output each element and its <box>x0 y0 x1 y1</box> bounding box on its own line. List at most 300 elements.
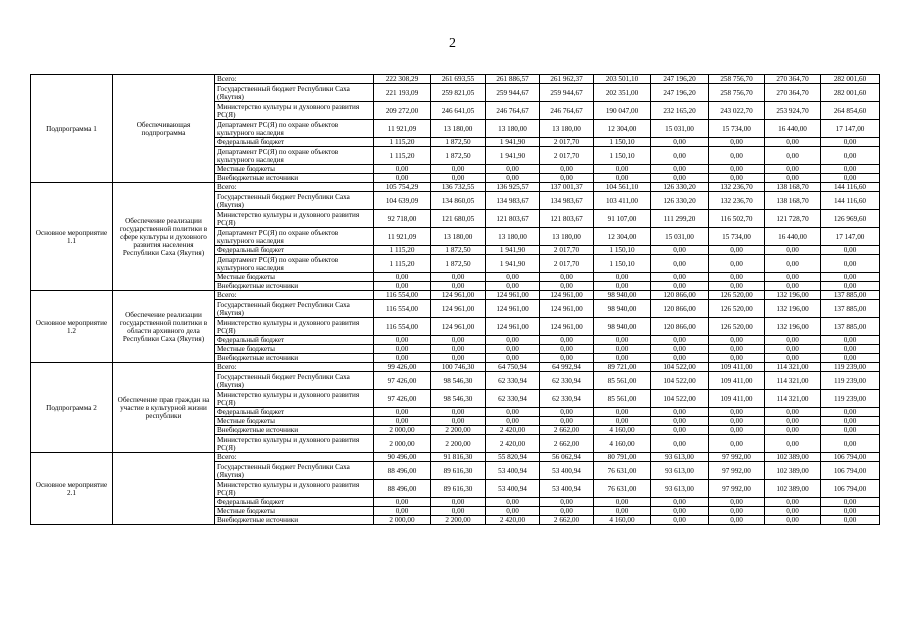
amount-cell: 0,00 <box>821 507 880 516</box>
amount-cell: 56 062,94 <box>540 453 594 462</box>
funding-source: Местные бюджеты <box>215 417 374 426</box>
amount-cell: 11 921,09 <box>374 120 431 138</box>
amount-cell: 144 116,60 <box>821 183 880 192</box>
amount-cell: 62 330,94 <box>486 390 540 408</box>
amount-cell: 105 754,29 <box>374 183 431 192</box>
funding-source: Местные бюджеты <box>215 507 374 516</box>
amount-cell: 104 561,10 <box>594 183 651 192</box>
amount-cell: 0,00 <box>374 417 431 426</box>
amount-cell: 106 794,00 <box>821 462 880 480</box>
amount-cell: 0,00 <box>431 174 486 183</box>
amount-cell: 0,00 <box>709 174 765 183</box>
program-name: Основное мероприятие 1.1 <box>31 183 113 291</box>
amount-cell: 91 816,30 <box>431 453 486 462</box>
amount-cell: 0,00 <box>651 417 709 426</box>
program-name: Основное мероприятие 1.2 <box>31 291 113 363</box>
amount-cell: 203 501,10 <box>594 75 651 84</box>
amount-cell: 1 150,10 <box>594 147 651 165</box>
amount-cell: 0,00 <box>374 345 431 354</box>
amount-cell: 0,00 <box>374 282 431 291</box>
amount-cell: 0,00 <box>431 507 486 516</box>
amount-cell: 0,00 <box>821 273 880 282</box>
amount-cell: 53 400,94 <box>486 480 540 498</box>
funding-source: Государственный бюджет Республики Саха (Якутия) <box>215 372 374 390</box>
amount-cell: 97 992,00 <box>709 453 765 462</box>
amount-cell: 2 000,00 <box>374 435 431 453</box>
funding-source: Местные бюджеты <box>215 165 374 174</box>
amount-cell: 13 180,00 <box>540 120 594 138</box>
amount-cell: 0,00 <box>821 165 880 174</box>
program-description: Обеспечивающая подпрограмма <box>113 75 215 183</box>
amount-cell: 0,00 <box>651 174 709 183</box>
amount-cell: 1 115,20 <box>374 147 431 165</box>
table-row <box>31 291 880 300</box>
amount-cell: 126 520,00 <box>709 291 765 300</box>
amount-cell: 0,00 <box>709 147 765 165</box>
amount-cell: 88 496,00 <box>374 480 431 498</box>
amount-cell: 0,00 <box>594 498 651 507</box>
amount-cell: 0,00 <box>651 507 709 516</box>
amount-cell: 0,00 <box>486 336 540 345</box>
amount-cell: 116 554,00 <box>374 318 431 336</box>
amount-cell: 0,00 <box>821 426 880 435</box>
amount-cell: 246 641,05 <box>431 102 486 120</box>
funding-source: Министерство культуры и духовного развития РС(Я) <box>215 435 374 453</box>
amount-cell: 0,00 <box>594 165 651 174</box>
budget-table <box>30 74 880 525</box>
amount-cell: 15 031,00 <box>651 228 709 246</box>
amount-cell: 0,00 <box>374 498 431 507</box>
amount-cell: 62 330,94 <box>486 372 540 390</box>
amount-cell: 0,00 <box>821 516 880 525</box>
program-description: Обеспечение прав граждан на участие в культурной жизни республики <box>113 363 215 453</box>
amount-cell: 0,00 <box>594 408 651 417</box>
amount-cell: 16 440,00 <box>765 228 821 246</box>
amount-cell: 259 944,67 <box>486 84 540 102</box>
funding-source: Государственный бюджет Республики Саха (Якутия) <box>215 84 374 102</box>
program-name: Подпрограмма 1 <box>31 75 113 183</box>
amount-cell: 0,00 <box>374 354 431 363</box>
amount-cell: 0,00 <box>709 336 765 345</box>
amount-cell: 2 420,00 <box>486 516 540 525</box>
amount-cell: 0,00 <box>821 336 880 345</box>
amount-cell: 109 411,00 <box>709 390 765 408</box>
amount-cell: 0,00 <box>651 246 709 255</box>
amount-cell: 132 196,00 <box>765 300 821 318</box>
funding-source: Министерство культуры и духовного развития РС(Я) <box>215 318 374 336</box>
amount-cell: 1 115,20 <box>374 255 431 273</box>
amount-cell: 121 803,67 <box>486 210 540 228</box>
amount-cell: 0,00 <box>709 255 765 273</box>
amount-cell: 12 304,00 <box>594 228 651 246</box>
amount-cell: 0,00 <box>709 345 765 354</box>
amount-cell: 0,00 <box>651 426 709 435</box>
amount-cell: 116 554,00 <box>374 300 431 318</box>
funding-source: Департамент РС(Я) по охране объектов культурного наследия <box>215 120 374 138</box>
amount-cell: 1 941,90 <box>486 147 540 165</box>
amount-cell: 126 330,20 <box>651 183 709 192</box>
amount-cell: 2 662,00 <box>540 516 594 525</box>
amount-cell: 0,00 <box>431 345 486 354</box>
amount-cell: 0,00 <box>594 354 651 363</box>
funding-source: Федеральный бюджет <box>215 246 374 255</box>
amount-cell: 0,00 <box>765 147 821 165</box>
amount-cell: 0,00 <box>821 147 880 165</box>
amount-cell: 222 308,29 <box>374 75 431 84</box>
amount-cell: 104 639,09 <box>374 192 431 210</box>
amount-cell: 243 022,70 <box>709 102 765 120</box>
amount-cell: 120 866,00 <box>651 318 709 336</box>
amount-cell: 2 017,70 <box>540 147 594 165</box>
amount-cell: 0,00 <box>431 498 486 507</box>
amount-cell: 137 885,00 <box>821 318 880 336</box>
amount-cell: 132 236,70 <box>709 192 765 210</box>
amount-cell: 0,00 <box>765 336 821 345</box>
amount-cell: 114 321,00 <box>765 372 821 390</box>
funding-source: Государственный бюджет Республики Саха (Якутия) <box>215 192 374 210</box>
amount-cell: 232 165,20 <box>651 102 709 120</box>
amount-cell: 0,00 <box>486 174 540 183</box>
amount-cell: 136 732,55 <box>431 183 486 192</box>
budget-table-body <box>31 75 880 525</box>
amount-cell: 0,00 <box>651 138 709 147</box>
amount-cell: 15 031,00 <box>651 120 709 138</box>
amount-cell: 0,00 <box>709 507 765 516</box>
amount-cell: 120 866,00 <box>651 300 709 318</box>
amount-cell: 1 872,50 <box>431 138 486 147</box>
amount-cell: 0,00 <box>821 255 880 273</box>
amount-cell: 1 115,20 <box>374 246 431 255</box>
amount-cell: 98 940,00 <box>594 300 651 318</box>
amount-cell: 121 728,70 <box>765 210 821 228</box>
funding-source: Всего: <box>215 453 374 462</box>
amount-cell: 97 426,00 <box>374 390 431 408</box>
amount-cell: 0,00 <box>374 408 431 417</box>
amount-cell: 0,00 <box>651 516 709 525</box>
amount-cell: 0,00 <box>540 507 594 516</box>
funding-source: Всего: <box>215 363 374 372</box>
amount-cell: 124 961,00 <box>431 291 486 300</box>
amount-cell: 0,00 <box>431 165 486 174</box>
amount-cell: 119 239,00 <box>821 390 880 408</box>
amount-cell: 264 854,60 <box>821 102 880 120</box>
amount-cell: 270 364,70 <box>765 75 821 84</box>
amount-cell: 0,00 <box>765 426 821 435</box>
amount-cell: 0,00 <box>821 417 880 426</box>
amount-cell: 126 520,00 <box>709 300 765 318</box>
amount-cell: 0,00 <box>765 138 821 147</box>
amount-cell: 11 921,09 <box>374 228 431 246</box>
amount-cell: 4 160,00 <box>594 516 651 525</box>
amount-cell: 0,00 <box>709 498 765 507</box>
amount-cell: 1 941,90 <box>486 246 540 255</box>
amount-cell: 0,00 <box>765 417 821 426</box>
amount-cell: 55 820,94 <box>486 453 540 462</box>
amount-cell: 0,00 <box>821 174 880 183</box>
amount-cell: 121 803,67 <box>540 210 594 228</box>
amount-cell: 102 389,00 <box>765 480 821 498</box>
amount-cell: 253 924,70 <box>765 102 821 120</box>
amount-cell: 0,00 <box>431 282 486 291</box>
amount-cell: 102 389,00 <box>765 453 821 462</box>
amount-cell: 0,00 <box>821 408 880 417</box>
amount-cell: 0,00 <box>374 165 431 174</box>
amount-cell: 0,00 <box>486 354 540 363</box>
amount-cell: 64 750,94 <box>486 363 540 372</box>
amount-cell: 0,00 <box>431 417 486 426</box>
amount-cell: 0,00 <box>594 273 651 282</box>
amount-cell: 221 193,09 <box>374 84 431 102</box>
amount-cell: 0,00 <box>540 498 594 507</box>
amount-cell: 0,00 <box>594 174 651 183</box>
amount-cell: 259 944,67 <box>540 84 594 102</box>
amount-cell: 0,00 <box>651 336 709 345</box>
program-description: Обеспечение реализации государственной политики в области архивного дела Республики Саха (Якутия) <box>113 291 215 363</box>
amount-cell: 124 961,00 <box>540 300 594 318</box>
funding-source: Департамент РС(Я) по охране объектов культурного наследия <box>215 147 374 165</box>
amount-cell: 2 017,70 <box>540 246 594 255</box>
amount-cell: 0,00 <box>821 246 880 255</box>
funding-source: Федеральный бюджет <box>215 408 374 417</box>
amount-cell: 76 631,00 <box>594 480 651 498</box>
amount-cell: 0,00 <box>709 516 765 525</box>
amount-cell: 1 150,10 <box>594 255 651 273</box>
amount-cell: 0,00 <box>765 246 821 255</box>
amount-cell: 0,00 <box>374 174 431 183</box>
program-description <box>113 453 215 525</box>
amount-cell: 0,00 <box>486 507 540 516</box>
amount-cell: 1 115,20 <box>374 138 431 147</box>
amount-cell: 2 662,00 <box>540 435 594 453</box>
amount-cell: 0,00 <box>765 498 821 507</box>
amount-cell: 138 168,70 <box>765 183 821 192</box>
amount-cell: 261 693,55 <box>431 75 486 84</box>
amount-cell: 0,00 <box>651 165 709 174</box>
amount-cell: 88 496,00 <box>374 462 431 480</box>
amount-cell: 0,00 <box>821 435 880 453</box>
amount-cell: 0,00 <box>594 507 651 516</box>
amount-cell: 116 502,70 <box>709 210 765 228</box>
funding-source: Местные бюджеты <box>215 273 374 282</box>
amount-cell: 104 522,00 <box>651 363 709 372</box>
amount-cell: 0,00 <box>709 408 765 417</box>
amount-cell: 190 047,00 <box>594 102 651 120</box>
amount-cell: 2 420,00 <box>486 426 540 435</box>
funding-source: Федеральный бюджет <box>215 336 374 345</box>
amount-cell: 121 680,05 <box>431 210 486 228</box>
amount-cell: 85 561,00 <box>594 390 651 408</box>
amount-cell: 0,00 <box>765 408 821 417</box>
amount-cell: 89 616,30 <box>431 462 486 480</box>
amount-cell: 0,00 <box>374 336 431 345</box>
amount-cell: 0,00 <box>594 336 651 345</box>
funding-source: Министерство культуры и духовного развития РС(Я) <box>215 210 374 228</box>
amount-cell: 132 196,00 <box>765 318 821 336</box>
amount-cell: 0,00 <box>540 345 594 354</box>
amount-cell: 97 992,00 <box>709 462 765 480</box>
amount-cell: 1 872,50 <box>431 147 486 165</box>
amount-cell: 0,00 <box>486 345 540 354</box>
funding-source: Всего: <box>215 291 374 300</box>
amount-cell: 0,00 <box>765 435 821 453</box>
amount-cell: 0,00 <box>765 282 821 291</box>
program-name: Подпрограмма 2 <box>31 363 113 453</box>
program-name: Основное мероприятие 2.1 <box>31 453 113 525</box>
amount-cell: 93 613,00 <box>651 480 709 498</box>
amount-cell: 16 440,00 <box>765 120 821 138</box>
amount-cell: 0,00 <box>709 354 765 363</box>
amount-cell: 98 940,00 <box>594 291 651 300</box>
amount-cell: 89 616,30 <box>431 480 486 498</box>
amount-cell: 15 734,00 <box>709 120 765 138</box>
amount-cell: 15 734,00 <box>709 228 765 246</box>
amount-cell: 0,00 <box>431 354 486 363</box>
funding-source: Министерство культуры и духовного развития РС(Я) <box>215 390 374 408</box>
funding-source: Внебюджетные источники <box>215 516 374 525</box>
amount-cell: 0,00 <box>709 435 765 453</box>
amount-cell: 100 746,30 <box>431 363 486 372</box>
amount-cell: 209 272,00 <box>374 102 431 120</box>
amount-cell: 109 411,00 <box>709 363 765 372</box>
amount-cell: 258 756,70 <box>709 84 765 102</box>
amount-cell: 62 330,94 <box>540 390 594 408</box>
amount-cell: 0,00 <box>651 147 709 165</box>
amount-cell: 137 001,37 <box>540 183 594 192</box>
amount-cell: 0,00 <box>821 354 880 363</box>
funding-source: Государственный бюджет Республики Саха (Якутия) <box>215 462 374 480</box>
amount-cell: 0,00 <box>709 417 765 426</box>
amount-cell: 111 299,20 <box>651 210 709 228</box>
amount-cell: 2 200,00 <box>431 435 486 453</box>
amount-cell: 124 961,00 <box>540 291 594 300</box>
amount-cell: 116 554,00 <box>374 291 431 300</box>
amount-cell: 13 180,00 <box>540 228 594 246</box>
amount-cell: 137 885,00 <box>821 291 880 300</box>
amount-cell: 0,00 <box>540 417 594 426</box>
amount-cell: 0,00 <box>540 273 594 282</box>
amount-cell: 64 992,94 <box>540 363 594 372</box>
amount-cell: 89 721,00 <box>594 363 651 372</box>
amount-cell: 247 196,20 <box>651 84 709 102</box>
amount-cell: 97 426,00 <box>374 372 431 390</box>
amount-cell: 0,00 <box>765 165 821 174</box>
amount-cell: 124 961,00 <box>486 300 540 318</box>
page-number: 2 <box>449 36 456 51</box>
funding-source: Департамент РС(Я) по охране объектов культурного наследия <box>215 228 374 246</box>
amount-cell: 138 168,70 <box>765 192 821 210</box>
amount-cell: 0,00 <box>486 498 540 507</box>
amount-cell: 261 886,57 <box>486 75 540 84</box>
amount-cell: 0,00 <box>765 255 821 273</box>
amount-cell: 1 150,10 <box>594 138 651 147</box>
amount-cell: 0,00 <box>651 498 709 507</box>
amount-cell: 98 546,30 <box>431 390 486 408</box>
amount-cell: 102 389,00 <box>765 462 821 480</box>
amount-cell: 0,00 <box>709 426 765 435</box>
amount-cell: 0,00 <box>709 138 765 147</box>
funding-source: Внебюджетные источники <box>215 354 374 363</box>
amount-cell: 144 116,60 <box>821 192 880 210</box>
amount-cell: 0,00 <box>651 255 709 273</box>
amount-cell: 17 147,00 <box>821 228 880 246</box>
amount-cell: 53 400,94 <box>540 462 594 480</box>
amount-cell: 0,00 <box>709 246 765 255</box>
amount-cell: 202 351,00 <box>594 84 651 102</box>
amount-cell: 0,00 <box>651 273 709 282</box>
amount-cell: 2 420,00 <box>486 435 540 453</box>
funding-source: Всего: <box>215 75 374 84</box>
amount-cell: 0,00 <box>709 273 765 282</box>
amount-cell: 0,00 <box>486 282 540 291</box>
amount-cell: 0,00 <box>651 282 709 291</box>
amount-cell: 2 200,00 <box>431 426 486 435</box>
funding-source: Внебюджетные источники <box>215 174 374 183</box>
amount-cell: 0,00 <box>821 498 880 507</box>
amount-cell: 1 941,90 <box>486 138 540 147</box>
amount-cell: 0,00 <box>431 336 486 345</box>
amount-cell: 98 940,00 <box>594 318 651 336</box>
amount-cell: 0,00 <box>594 417 651 426</box>
amount-cell: 104 522,00 <box>651 390 709 408</box>
amount-cell: 93 613,00 <box>651 453 709 462</box>
amount-cell: 0,00 <box>374 273 431 282</box>
amount-cell: 0,00 <box>651 435 709 453</box>
amount-cell: 132 236,70 <box>709 183 765 192</box>
amount-cell: 134 860,05 <box>431 192 486 210</box>
amount-cell: 103 411,00 <box>594 192 651 210</box>
amount-cell: 0,00 <box>594 282 651 291</box>
funding-source: Местные бюджеты <box>215 345 374 354</box>
amount-cell: 2 017,70 <box>540 255 594 273</box>
amount-cell: 1 872,50 <box>431 246 486 255</box>
amount-cell: 104 522,00 <box>651 372 709 390</box>
amount-cell: 114 321,00 <box>765 363 821 372</box>
amount-cell: 12 304,00 <box>594 120 651 138</box>
amount-cell: 106 794,00 <box>821 453 880 462</box>
amount-cell: 0,00 <box>540 282 594 291</box>
amount-cell: 1 941,90 <box>486 255 540 273</box>
amount-cell: 2 000,00 <box>374 516 431 525</box>
amount-cell: 136 925,57 <box>486 183 540 192</box>
amount-cell: 258 756,70 <box>709 75 765 84</box>
amount-cell: 261 962,37 <box>540 75 594 84</box>
amount-cell: 91 107,00 <box>594 210 651 228</box>
amount-cell: 126 330,20 <box>651 192 709 210</box>
amount-cell: 120 866,00 <box>651 291 709 300</box>
amount-cell: 0,00 <box>540 165 594 174</box>
amount-cell: 0,00 <box>486 273 540 282</box>
table-row <box>31 453 880 462</box>
amount-cell: 1 872,50 <box>431 255 486 273</box>
amount-cell: 270 364,70 <box>765 84 821 102</box>
amount-cell: 13 180,00 <box>486 120 540 138</box>
amount-cell: 0,00 <box>709 282 765 291</box>
amount-cell: 0,00 <box>431 408 486 417</box>
amount-cell: 0,00 <box>709 165 765 174</box>
amount-cell: 76 631,00 <box>594 462 651 480</box>
amount-cell: 17 147,00 <box>821 120 880 138</box>
amount-cell: 0,00 <box>765 354 821 363</box>
amount-cell: 85 561,00 <box>594 372 651 390</box>
amount-cell: 62 330,94 <box>540 372 594 390</box>
amount-cell: 0,00 <box>651 354 709 363</box>
amount-cell: 134 983,67 <box>540 192 594 210</box>
amount-cell: 106 794,00 <box>821 480 880 498</box>
amount-cell: 0,00 <box>486 417 540 426</box>
amount-cell: 124 961,00 <box>431 318 486 336</box>
funding-source: Федеральный бюджет <box>215 498 374 507</box>
amount-cell: 0,00 <box>374 507 431 516</box>
